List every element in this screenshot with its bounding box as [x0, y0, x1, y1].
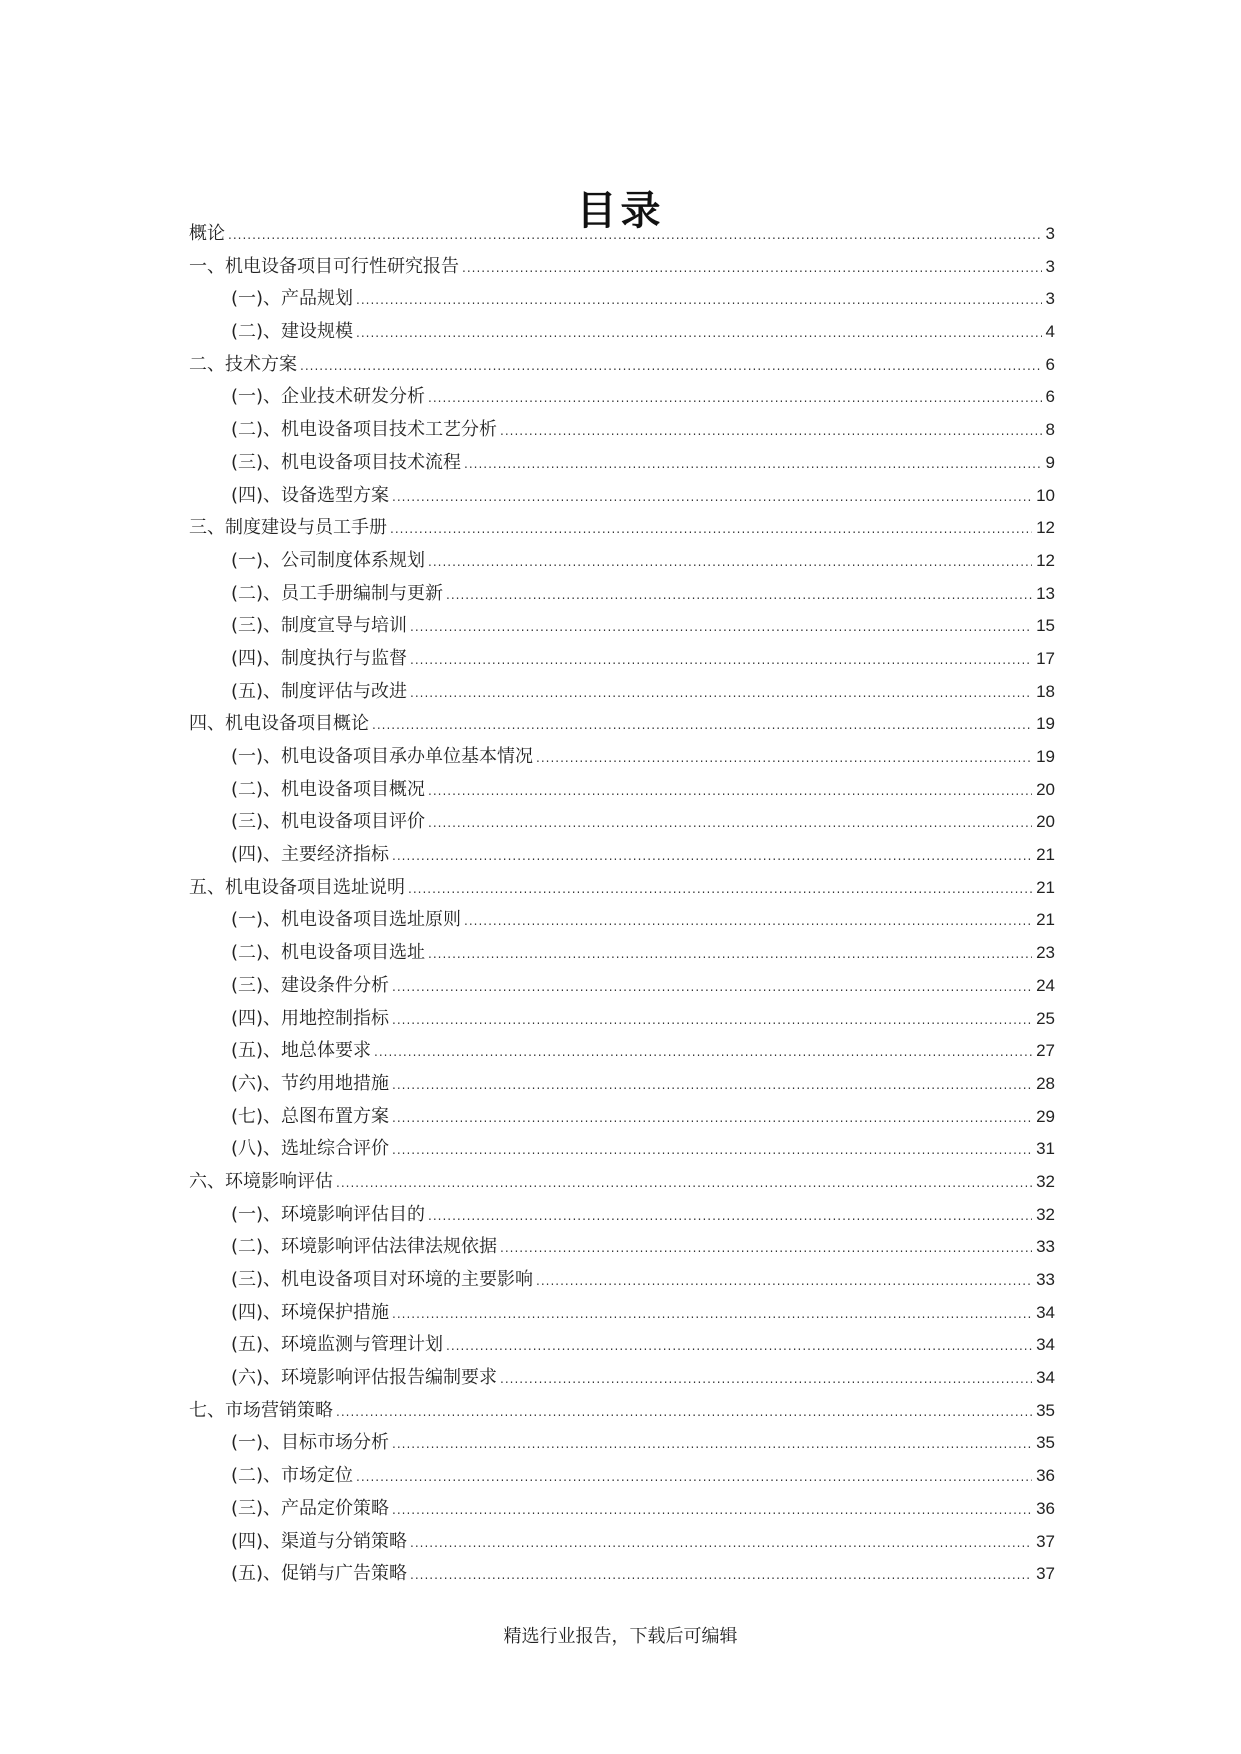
toc-dot-leader: [372, 709, 1032, 742]
toc-page-number: 12: [1036, 550, 1055, 570]
toc-dot-leader: [500, 415, 1041, 448]
toc-entry-title: (七)、总图布置方案: [231, 1105, 390, 1127]
toc-page-number: 12: [1036, 518, 1055, 538]
toc-page-number: 19: [1036, 714, 1055, 734]
toc-section-entry[interactable]: [189, 1493, 1055, 1526]
toc-page-number: 32: [1036, 1204, 1055, 1224]
toc-page-number: 20: [1036, 812, 1055, 832]
toc-entry-title: (四)、设备选型方案: [231, 484, 390, 506]
toc-section-entry[interactable]: [189, 447, 1055, 480]
toc-section-entry[interactable]: [189, 741, 1055, 774]
toc-section-entry[interactable]: [189, 937, 1055, 970]
toc-dot-leader: [356, 1461, 1032, 1494]
toc-page-number: 36: [1036, 1466, 1055, 1486]
toc-entry-title: (四)、用地控制指标: [231, 1007, 390, 1029]
toc-entry-title: (二)、环境影响评估法律法规依据: [231, 1236, 498, 1258]
toc-page-number: 32: [1036, 1171, 1055, 1191]
toc-dot-leader: [410, 644, 1032, 677]
toc-dot-leader: [356, 284, 1041, 317]
toc-entry-title: 六、环境影响评估: [189, 1170, 333, 1192]
toc-entry-title: (四)、环境保护措施: [231, 1301, 390, 1323]
toc-page-number: 33: [1036, 1270, 1055, 1289]
toc-dot-leader: [392, 840, 1032, 873]
toc-entry-title: (六)、节约用地措施: [231, 1072, 390, 1094]
toc-section-entry[interactable]: [189, 806, 1055, 839]
toc-section-entry[interactable]: [189, 610, 1055, 643]
toc-dot-leader: [392, 1298, 1032, 1331]
toc-entry-title: (五)、地总体要求: [231, 1040, 372, 1062]
toc-entry-title: 一、机电设备项目可行性研究报告: [189, 255, 459, 277]
toc-page-number: 28: [1036, 1073, 1055, 1093]
toc-page-number: 23: [1036, 943, 1055, 963]
toc-section-entry[interactable]: [189, 1101, 1055, 1134]
toc-entry-title: (五)、制度评估与改进: [231, 680, 408, 702]
toc-entry-title: (一)、企业技术研发分析: [231, 386, 426, 408]
toc-section-entry[interactable]: [189, 1460, 1055, 1493]
toc-dot-leader: [428, 938, 1032, 971]
toc-dot-leader: [462, 252, 1042, 285]
toc-section-entry[interactable]: [189, 1558, 1055, 1591]
toc-page-number: 21: [1036, 845, 1055, 865]
toc-section-entry[interactable]: [189, 316, 1055, 349]
toc-dot-leader: [410, 1559, 1032, 1592]
page-title: 目录: [576, 187, 665, 234]
toc-section-entry[interactable]: [189, 1231, 1055, 1264]
toc-entry-title: (六)、环境影响评估报告编制要求: [231, 1367, 498, 1389]
toc-dot-leader: [410, 1527, 1032, 1560]
toc-dot-leader: [356, 317, 1041, 350]
toc-chapter-entry[interactable]: [189, 872, 1055, 905]
toc-page-number: 34: [1036, 1302, 1055, 1322]
toc-page-number: 37: [1036, 1531, 1055, 1551]
toc-page-number: 17: [1036, 648, 1055, 668]
toc-section-entry[interactable]: [189, 904, 1055, 937]
toc-page-number: 20: [1036, 779, 1055, 799]
toc-dot-leader: [392, 481, 1032, 514]
toc-section-entry[interactable]: [189, 1427, 1055, 1460]
toc-section-entry[interactable]: [189, 1329, 1055, 1362]
toc-entry-title: (三)、机电设备项目评价: [231, 811, 426, 833]
toc-section-entry[interactable]: [189, 1297, 1055, 1330]
toc-page-number: 6: [1045, 387, 1055, 407]
toc-chapter-entry[interactable]: [189, 1166, 1055, 1199]
page-footer: 精选行业报告，下载后可编辑: [503, 1626, 738, 1647]
toc-dot-leader: [392, 971, 1032, 1004]
toc-entry-title: (二)、机电设备项目概况: [231, 778, 426, 800]
toc-entry-title: (四)、渠道与分销策略: [231, 1530, 408, 1552]
toc-page-number: 3: [1045, 289, 1055, 309]
toc-page-number: 34: [1036, 1335, 1055, 1355]
toc-entry-title: (二)、机电设备项目选址: [231, 942, 426, 964]
toc-entry-title: (四)、制度执行与监督: [231, 647, 408, 669]
toc-entry-title: (五)、促销与广告策略: [231, 1563, 408, 1585]
toc-page-number: 21: [1036, 910, 1055, 930]
toc-page-number: 18: [1036, 681, 1055, 701]
toc-section-entry[interactable]: [189, 970, 1055, 1003]
toc-dot-leader: [410, 611, 1032, 644]
toc-dot-leader: [428, 1200, 1032, 1233]
toc-page-number: 8: [1045, 420, 1055, 440]
toc-page-number: 10: [1036, 485, 1055, 505]
toc-section-entry[interactable]: [189, 1068, 1055, 1101]
toc-section-entry[interactable]: [189, 1199, 1055, 1232]
toc-entry-title: (一)、机电设备项目选址原则: [231, 909, 462, 931]
toc-entry-title: (一)、产品规划: [231, 288, 354, 310]
toc-entry-title: (一)、目标市场分析: [231, 1432, 390, 1454]
toc-entry-title: (三)、制度宣导与培训: [231, 615, 408, 637]
toc-page-number: 19: [1036, 747, 1055, 766]
toc-page-number: 3: [1045, 224, 1055, 243]
toc-entry-title: 三、制度建设与员工手册: [189, 517, 387, 539]
toc-section-entry[interactable]: [189, 1264, 1055, 1297]
toc-dot-leader: [336, 1396, 1032, 1429]
toc-dot-leader: [500, 1232, 1032, 1265]
toc-dot-leader: [392, 1428, 1032, 1461]
toc-page-number: 15: [1036, 616, 1055, 636]
toc-entry-title: (二)、机电设备项目技术工艺分析: [231, 419, 498, 441]
toc-entry-title: 五、机电设备项目选址说明: [189, 876, 405, 898]
toc-dot-leader: [300, 350, 1042, 383]
toc-page-number: 3: [1045, 256, 1055, 276]
toc-section-entry[interactable]: [189, 1133, 1055, 1166]
toc-dot-leader: [392, 1494, 1032, 1527]
toc-entry-title: (三)、机电设备项目对环境的主要影响: [231, 1269, 534, 1290]
toc-section-entry[interactable]: [189, 1003, 1055, 1036]
toc-entry-title: (二)、建设规模: [231, 321, 354, 343]
toc-page-number: 6: [1045, 354, 1055, 374]
toc-dot-leader: [392, 1102, 1032, 1135]
toc-entry-title: (三)、建设条件分析: [231, 974, 390, 996]
toc-dot-leader: [464, 905, 1032, 938]
toc-section-entry[interactable]: [189, 1035, 1055, 1068]
toc-dot-leader: [390, 513, 1032, 546]
toc-entry-title: 七、市场营销策略: [189, 1399, 333, 1421]
toc-page-number: 21: [1036, 877, 1055, 897]
toc-entry-title: (五)、环境监测与管理计划: [231, 1334, 444, 1356]
toc-dot-leader: [464, 448, 1041, 481]
toc-section-entry[interactable]: [189, 1526, 1055, 1559]
toc-page-number: 37: [1036, 1564, 1055, 1584]
toc-dot-leader: [536, 742, 1032, 775]
toc-dot-leader: [392, 1004, 1032, 1037]
toc-dot-leader: [408, 873, 1032, 906]
toc-chapter-entry[interactable]: [189, 512, 1055, 545]
toc-entry-title: 二、技术方案: [189, 353, 297, 375]
toc-dot-leader: [374, 1036, 1032, 1069]
toc-entry-title: (二)、员工手册编制与更新: [231, 582, 444, 604]
toc-dot-leader: [428, 775, 1032, 808]
toc-section-entry[interactable]: [189, 283, 1055, 316]
toc-chapter-entry[interactable]: [189, 251, 1055, 284]
toc-page-number: 33: [1036, 1237, 1055, 1257]
toc-page-number: 9: [1045, 452, 1055, 472]
toc-dot-leader: [228, 219, 1042, 252]
toc-page-number: 4: [1045, 322, 1055, 342]
toc-section-entry[interactable]: [189, 1362, 1055, 1395]
toc-chapter-entry[interactable]: [189, 1395, 1055, 1428]
toc-dot-leader: [428, 546, 1032, 579]
toc-dot-leader: [428, 807, 1032, 840]
toc-dot-leader: [392, 1134, 1032, 1167]
toc-section-entry[interactable]: [189, 545, 1055, 578]
toc-chapter-entry[interactable]: [189, 218, 1055, 251]
toc-entry-title: (一)、环境影响评估目的: [231, 1203, 426, 1225]
toc-chapter-entry[interactable]: [189, 708, 1055, 741]
toc-page-number: 27: [1036, 1041, 1055, 1061]
toc-page-number: 25: [1036, 1008, 1055, 1028]
toc-dot-leader: [392, 1069, 1032, 1102]
toc-dot-leader: [446, 579, 1032, 612]
toc-section-entry[interactable]: [189, 643, 1055, 676]
toc-dot-leader: [428, 382, 1041, 415]
toc-section-entry[interactable]: [189, 381, 1055, 414]
toc-section-entry[interactable]: [189, 676, 1055, 709]
toc-dot-leader: [336, 1167, 1032, 1200]
toc-page-number: 34: [1036, 1368, 1055, 1388]
table-of-contents: [189, 218, 1055, 1591]
toc-dot-leader: [536, 1265, 1032, 1298]
toc-entry-title: 四、机电设备项目概论: [189, 713, 369, 735]
toc-section-entry[interactable]: [189, 414, 1055, 447]
toc-entry-title: (一)、公司制度体系规划: [231, 549, 426, 571]
toc-entry-title: 概论: [189, 223, 225, 244]
toc-dot-leader: [410, 677, 1032, 710]
toc-entry-title: (三)、产品定价策略: [231, 1497, 390, 1519]
toc-page-number: 31: [1036, 1139, 1055, 1159]
toc-page-number: 35: [1036, 1400, 1055, 1420]
toc-entry-title: (二)、市场定位: [231, 1465, 354, 1487]
toc-page-number: 24: [1036, 975, 1055, 995]
toc-entry-title: (一)、机电设备项目承办单位基本情况: [231, 746, 534, 767]
toc-dot-leader: [446, 1330, 1032, 1363]
toc-entry-title: (八)、选址综合评价: [231, 1138, 390, 1160]
toc-section-entry[interactable]: [189, 839, 1055, 872]
toc-chapter-entry[interactable]: [189, 349, 1055, 382]
toc-section-entry[interactable]: [189, 480, 1055, 513]
toc-page-number: 36: [1036, 1498, 1055, 1518]
toc-entry-title: (四)、主要经济指标: [231, 844, 390, 866]
toc-page-number: 29: [1036, 1106, 1055, 1126]
toc-page-number: 13: [1036, 583, 1055, 603]
toc-dot-leader: [500, 1363, 1032, 1396]
toc-section-entry[interactable]: [189, 578, 1055, 611]
toc-page-number: 35: [1036, 1433, 1055, 1453]
toc-section-entry[interactable]: [189, 774, 1055, 807]
toc-entry-title: (三)、机电设备项目技术流程: [231, 451, 462, 473]
